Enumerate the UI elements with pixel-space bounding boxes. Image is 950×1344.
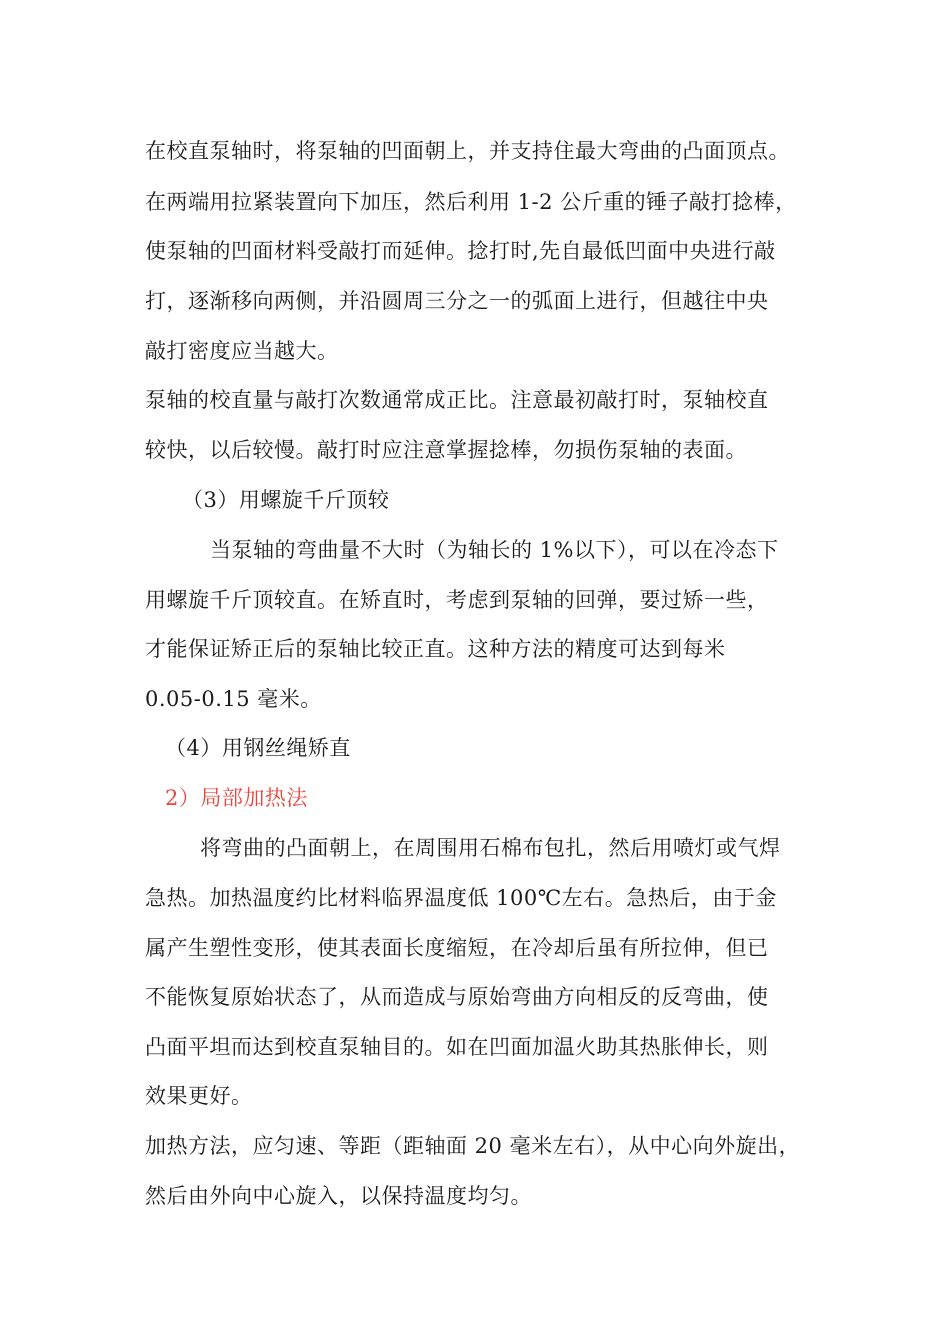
paragraph3-line-4: 0.05-0.15 毫米。 <box>145 687 322 711</box>
paragraph5-line-1: 加热方法，应匀速、等距（距轴面 20 毫米左右），从中心向外旋出， <box>145 1134 801 1158</box>
paragraph4-line-3: 属产生塑性变形，使其表面长度缩短，在冷却后虽有所拉伸，但已 <box>145 936 769 960</box>
paragraph1-line-5: 敲打密度应当越大。 <box>145 339 339 363</box>
paragraph1-line-3: 使泵轴的凹面材料受敲打而延伸。捻打时,先自最低凹面中央进行敲 <box>145 239 776 263</box>
section-heading-local-heating: 2）局部加热法 <box>165 786 308 810</box>
paragraph1-line-4: 打，逐渐移向两侧，并沿圆周三分之一的弧面上进行，但越往中央 <box>145 289 769 313</box>
paragraph4-line-2: 急热。加热温度约比材料临界温度低 100℃左右。急热后，由于金 <box>145 886 777 910</box>
paragraph5-line-2: 然后由外向中心旋入，以保持温度均匀。 <box>145 1184 532 1208</box>
paragraph1-line-1: 在校直泵轴时，将泵轴的凹面朝上，并支持住最大弯曲的凸面顶点。 <box>145 139 790 163</box>
paragraph3-line-3: 才能保证矫正后的泵轴比较正直。这种方法的精度可达到每米 <box>145 637 726 661</box>
section-heading-3: （3）用螺旋千斤顶较 <box>182 488 390 512</box>
paragraph4-line-4: 不能恢复原始状态了，从而造成与原始弯曲方向相反的反弯曲，使 <box>145 985 769 1009</box>
paragraph4-line-6: 效果更好。 <box>145 1084 253 1108</box>
paragraph4-line-1: 将弯曲的凸面朝上，在周围用石棉布包扎，然后用喷灯或气焊 <box>200 836 781 860</box>
paragraph3-line-2: 用螺旋千斤顶较直。在矫直时，考虑到泵轴的回弹，要过矫一些， <box>145 588 769 612</box>
paragraph3-line-1: 当泵轴的弯曲量不大时（为轴长的 1%以下），可以在冷态下 <box>210 538 779 562</box>
paragraph4-line-5: 凸面平坦而达到校直泵轴目的。如在凹面加温火助其热胀伸长，则 <box>145 1035 769 1059</box>
paragraph1-line-2: 在两端用拉紧装置向下加压，然后利用 1-2 公斤重的锤子敲打捻棒， <box>145 190 797 214</box>
paragraph2-line-2: 较快，以后较慢。敲打时应注意掌握捻棒，勿损伤泵轴的表面。 <box>145 438 747 462</box>
paragraph2-line-1: 泵轴的校直量与敲打次数通常成正比。注意最初敲打时，泵轴校直 <box>145 388 769 412</box>
section-heading-4: （4）用钢丝绳矫直 <box>165 736 351 760</box>
